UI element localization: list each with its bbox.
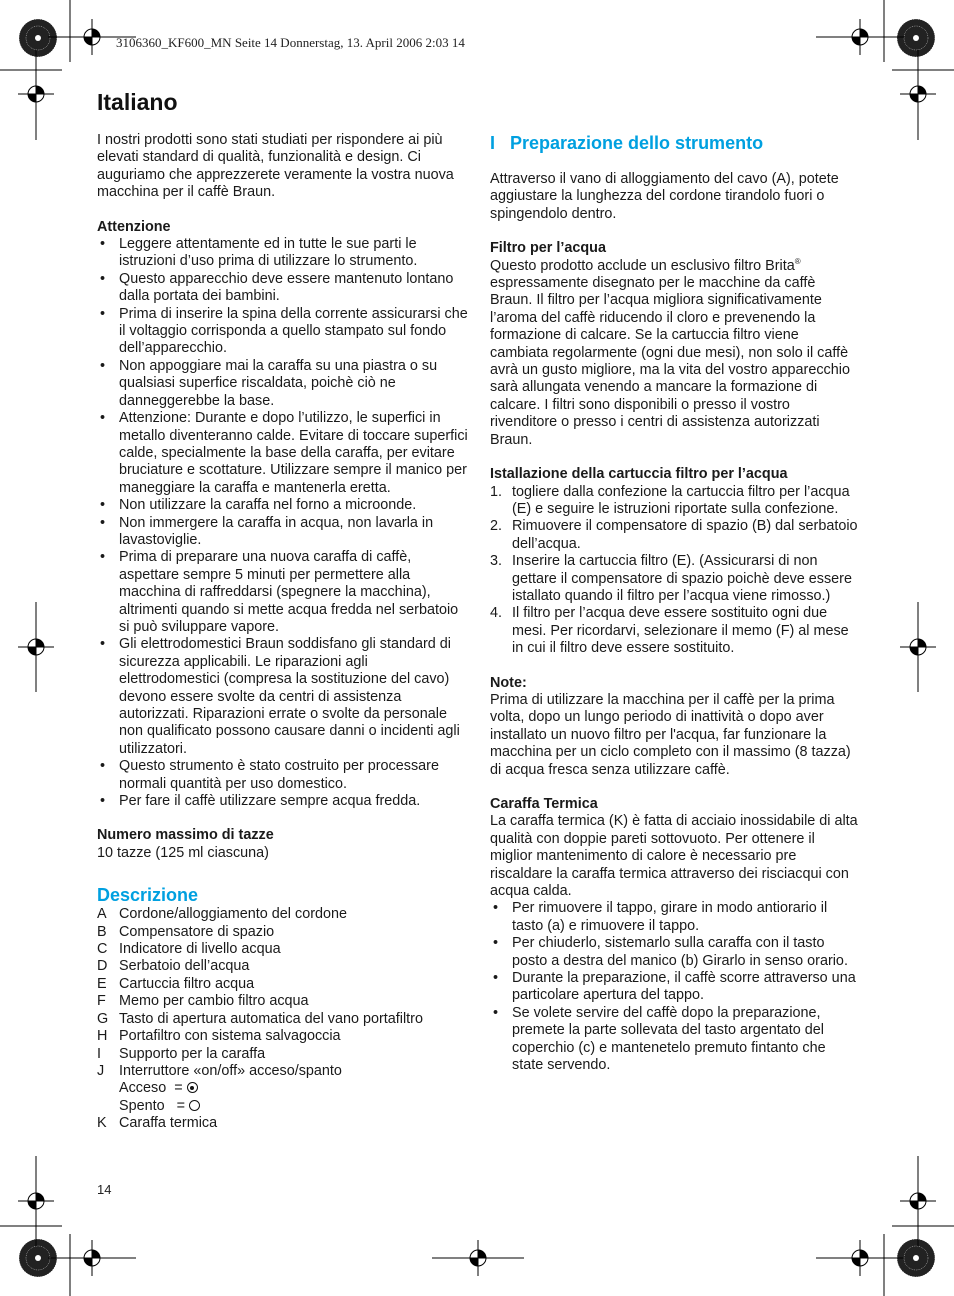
install-heading: Istallazione della cartuccia filtro per l’acqua <box>490 466 788 483</box>
item-key: J <box>97 1062 105 1079</box>
item-key: A <box>97 906 107 923</box>
step-text: Inserire la cartuccia filtro (E). (Assicurarsi di non gettare il compensatore di spazio poichè deve essere istallato quando il filtro per l’acqua viene rimosso.) <box>512 553 852 604</box>
list-item <box>97 993 469 1010</box>
spento-row <box>97 1098 469 1115</box>
item-text: Interruttore «on/off» acceso/spanto <box>119 1062 342 1079</box>
caraffa-heading: Caraffa Termica <box>490 796 598 812</box>
list-item <box>97 976 469 993</box>
attenzione-heading: Attenzione <box>97 218 171 235</box>
list-item <box>97 906 469 923</box>
step-number: 3. <box>490 553 503 570</box>
attenzione-list <box>97 236 469 810</box>
list-item <box>97 1063 469 1080</box>
list-item <box>97 1028 469 1045</box>
list-item: • Non appoggiare mai la caraffa su una piastra o su qualsiasi superfice riscaldata, poichè ciò ne danneggerebbe la base. <box>97 358 469 410</box>
list-item: • Questo apparecchio deve essere mantenuto lontano dalla portata dei bambini. <box>97 271 469 306</box>
list-item: • Attenzione: Durante e dopo l’utilizzo, le superfici in metallo diventeranno calde. Evitare di toccare superfici calde, specialmente la base della caraffa, per evitare bruciature e scottature. Utilizzare sempre il manico per maneggiare la caraffa e mantenerla eretta. <box>97 410 469 497</box>
power-on-icon <box>187 1082 198 1093</box>
list-item <box>490 553 858 605</box>
filtro-heading: Filtro per l’acqua <box>490 240 606 257</box>
item-key: K <box>97 1115 107 1132</box>
list-item: • Prima di preparare una nuova caraffa di caffè, aspettare sempre 5 minuti per permettere alla macchina di raffreddarsi (spegnere la macchina), altrimenti quando si mette acqua fredda nel serbatoio si può sviluppare vapore. <box>97 549 469 636</box>
filtro-text-b: espressamente disegnato per le macchine da caffè Braun. Il filtro per l’acqua migliora significativamente l’aroma del caffè riducendo il cloro e prevenendo la formazione di calcare. Se la cartuccia filtro viene cambiata regolarmente (ogni due mesi), non solo il caffè avrà un gusto migliore, ma la vita del vostro apparecchio sarà allungata venendo a mancare la formazione di calcare. I filtri sono disponibili o presso il vostro rivenditore o presso i centri di assistenza autorizzati Braun. <box>490 275 850 448</box>
item-text: Tasto di apertura automatica del vano portafiltro <box>119 1010 423 1027</box>
item-text: Compensatore di spazio <box>119 923 275 940</box>
item-text: Cartuccia filtro acqua <box>119 975 255 992</box>
page-number: 14 <box>97 1182 112 1197</box>
item-text: Memo per cambio filtro acqua <box>119 993 309 1010</box>
list-item: • Se volete servire del caffè dopo la preparazione, premete la parte sollevata del tasto argentato del coperchio (c) e mantenetelo premuto fintanto che state servendo. <box>490 1005 858 1075</box>
item-text: Caraffa termica <box>119 1115 218 1132</box>
list-item <box>97 941 469 958</box>
list-item: • Leggere attentamente ed in tutte le sue parti le istruzioni d’uso prima di utilizzare lo strumento. <box>97 236 469 271</box>
page-title: Italiano <box>97 89 178 115</box>
preparazione-heading: I Preparazione dello strumento <box>490 133 764 153</box>
list-item: • Non utilizzare la caraffa nel forno a microonde. <box>97 497 469 514</box>
list-item: • Per rimuovere il tappo, girare in modo antiorario il tasto (a) e rimuovere il tappo. <box>490 900 858 935</box>
registered-mark: ® <box>794 256 801 266</box>
list-item <box>97 1046 469 1063</box>
list-item <box>490 518 858 553</box>
print-header: 3106360_KF600_MN Seite 14 Donnerstag, 13. April 2006 2:03 14 <box>116 35 465 50</box>
descrizione-heading: Descrizione <box>97 885 199 906</box>
step-text: togliere dalla confezione la cartuccia filtro per l’acqua (E) e seguire le istruzioni riportate sulla confezione. <box>512 483 850 517</box>
note-heading: Note: <box>490 674 527 691</box>
caraffa-list <box>490 900 858 1074</box>
note-paragraph: Prima di utilizzare la macchina per il caffè per la prima volta, dopo un lungo periodo di inattività o dopo aver installato un nuovo filtro per l'acqua, far funzionare la macchina per un ciclo completo con il massimo (8 tazza) di acqua fresca senza utilizzare caffè. <box>490 691 851 778</box>
item-key: D <box>97 958 108 975</box>
left-column <box>97 132 469 1133</box>
item-key: F <box>97 993 106 1010</box>
power-off-icon <box>189 1100 200 1111</box>
right-column <box>490 132 858 1075</box>
item-key: C <box>97 941 108 958</box>
list-item <box>490 484 858 519</box>
list-item: • Per fare il caffè utilizzare sempre acqua fredda. <box>97 793 469 810</box>
list-item: • Non immergere la caraffa in acqua, non lavarla in lavastoviglie. <box>97 515 469 550</box>
max-cups-heading: Numero massimo di tazze <box>97 827 274 844</box>
item-key: E <box>97 975 107 992</box>
list-item: • Gli elettrodomestici Braun soddisfano gli standard di sicurezza applicabili. Le riparazioni agli elettrodomestici (compresa la sostituzione del cavo) devono essere svolte da centri di assistenza autorizzati. Riparazioni errate o svolte da personale non qualificato possono causare danni o incidenti agli utilizzatori. <box>97 636 469 758</box>
step-number: 2. <box>490 518 503 535</box>
item-text: Cordone/alloggiamento del cordone <box>119 906 348 923</box>
item-key: G <box>97 1010 109 1027</box>
list-item: • Durante la preparazione, il caffè scorre attraverso una particolare apertura del tappo. <box>490 970 858 1005</box>
descrizione-list <box>97 906 469 1132</box>
item-key: H <box>97 1028 108 1045</box>
item-key: I <box>97 1045 101 1062</box>
step-number: 4. <box>490 605 503 622</box>
max-cups-text: 10 tazze (125 ml ciascuna) <box>97 844 269 861</box>
install-steps <box>490 484 858 658</box>
list-item: • Questo strumento è stato costruito per processare normali quantità per uso domestico. <box>97 758 469 793</box>
acceso-row <box>97 1080 469 1097</box>
intro-paragraph: I nostri prodotti sono stati studiati per rispondere ai più elevati standard di qualità, funzionalità e design. Ci auguriamo che apprezzerete veramente la vostra nuova macchina per il caffè Braun. <box>97 132 454 201</box>
list-item: • Per chiuderlo, sistemarlo sulla caraffa con il tasto posto a destra del manico (b) Girarlo in senso orario. <box>490 935 858 970</box>
list-item <box>97 958 469 975</box>
step-number: 1. <box>490 483 503 500</box>
spento-label: Spento = <box>119 1097 186 1114</box>
cable-paragraph: Attraverso il vano di alloggiamento del cavo (A), potete aggiustare la lunghezza del cordone tirandolo fuori o spingendolo dentro. <box>490 171 839 222</box>
step-text: Il filtro per l’acqua deve essere sostituito ogni due mesi. Per ricordarvi, selezionare il memo (F) al mese in cui il filtro deve essere sostituito. <box>512 605 849 657</box>
list-item <box>490 605 858 657</box>
list-item <box>97 1011 469 1028</box>
list-item: • Prima di inserire la spina della corrente assicurarsi che il voltaggio corrisponda a quello stampato sul fondo dell’apparecchio. <box>97 306 469 358</box>
filtro-paragraph <box>490 258 858 449</box>
item-text: Portafiltro con sistema salvagoccia <box>119 1028 341 1045</box>
item-text: Serbatoio dell’acqua <box>119 958 250 975</box>
step-text: Rimuovere il compensatore di spazio (B) dal serbatoio dell’acqua. <box>512 518 858 552</box>
item-key: B <box>97 923 107 940</box>
item-text: Indicatore di livello acqua <box>119 941 281 958</box>
acceso-label: Acceso = <box>119 1080 183 1097</box>
filtro-text-a: Questo prodotto acclude un esclusivo filtro Brita <box>490 257 795 274</box>
caraffa-paragraph: La caraffa termica (K) è fatta di acciaio inossidabile di alta qualità con doppie pareti sottovuoto. Per ottenere il miglior mantenimento di calore è necessario pre riscaldare la caraffa termica attraverso dei risciacqui con acqua calda. <box>490 813 858 900</box>
list-item <box>97 924 469 941</box>
list-item <box>97 1115 469 1132</box>
item-text: Supporto per la caraffa <box>119 1045 266 1062</box>
